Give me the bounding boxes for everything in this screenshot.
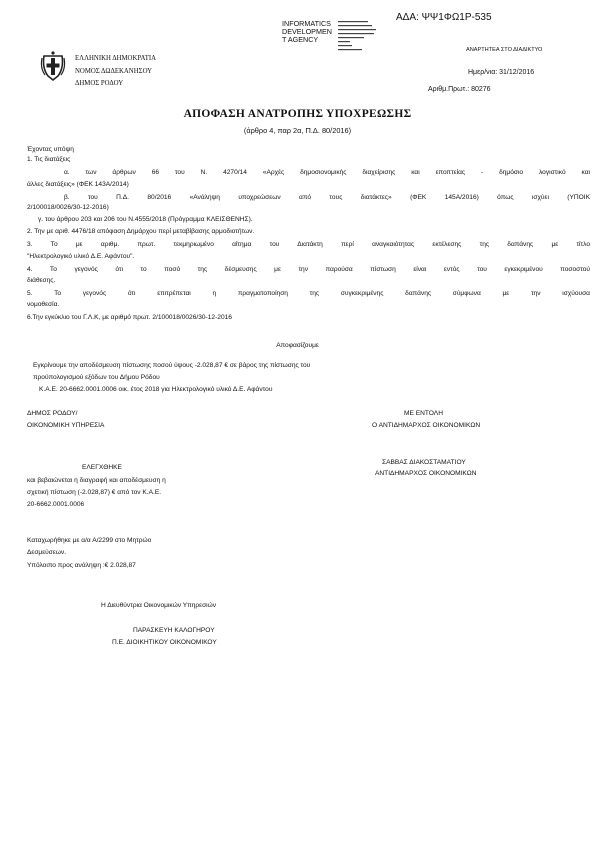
director-label: Η Διευθύντρια Οικονομικών Υπηρεσιών (101, 602, 217, 609)
clause-1b-line1: β. του Π.Δ. 80/2016 «Ανάληψη υποχρεώσεων από τους διατάκτες» (ΦΕΚ 145Α/2016) όπως ισχύει (ΥΠΟΙΚ (64, 194, 590, 201)
clause-4-line2: διάθεσης. (27, 277, 56, 284)
registration-line1: Καταχωρήθηκε με α/α Α/2299 στο Μητρώο (27, 537, 152, 544)
ada-code: ΑΔΑ: ΨΨ1ΦΩ1Ρ-535 (396, 12, 492, 23)
director-title: Π.Ε. ΔΙΟΙΚΗΤΙΚΟΥ ΟΙΚΟΝΟΜΙΚΟΥ (112, 639, 217, 646)
check-line2: σχετική πίστωση (-2.028,87) € από τον Κ.Α.Ε. (27, 489, 162, 496)
page-title: ΑΠΟΦΑΣΗ ΑΝΑΤΡΟΠΗΣ ΥΠΟΧΡΕΩΣΗΣ (183, 108, 412, 120)
clause-1a-line1: α. των άρθρων 66 του Ν. 4270/14 «Αρχές δημοσιονομικής διαχείρισης και εποπτείας - δημόσιο λογιστικό και (64, 169, 590, 176)
posted-online-label: ΑΝΑΡΤΗΤΕΑ ΣΤΟ ΔΙΑΔΙΚΤΥΟ (466, 47, 543, 53)
clause-4-line1: 4. Το γεγονός ότι το ποσό της δέσμευσης με την παρούσα πίστωση είναι εντός του εγκεκριμένου ποσοστού (27, 266, 590, 273)
director-name: ΠΑΡΑΣΚΕΥΗ ΚΑΛΟΓΗΡΟΥ (133, 627, 215, 634)
decision-line2: προϋπολογισμού εξόδων του Δήμου Ρόδου (33, 374, 160, 381)
clause-6: 6.Την εγκύκλιο του Γ.Λ.Κ, με αριθμό πρωτ. 2/100018/0026/30-12-2016 (27, 314, 232, 321)
deputy-name: ΣΑΒΒΑΣ ΔΙΑΚΟΣΤΑΜΑΤΙΟΥ (382, 459, 466, 466)
signer-left-line1: ΔΗΜΟΣ ΡΟΔΟΥ/ (27, 410, 78, 417)
clause-1c: γ. του άρθρου 203 και 206 του Ν.4555/2018 (Πρόγραμμα ΚΛΕΙΣΘΕΝΗΣ). (38, 216, 253, 223)
stamp-microtext (338, 20, 380, 54)
greek-emblem-icon (40, 50, 66, 82)
decision-line1: Εγκρίνουμε την αποδέσμευση πίστωσης ποσού ύψους -2.028,87 € σε βάρος της πίστωσης του (33, 362, 311, 369)
decision-heading: Αποφασίζουμε (276, 342, 319, 349)
clause-5-line2: νομοθεσία. (27, 301, 60, 308)
registration-line3: Υπόλοιπο προς ανάληψη :€ 2.028,87 (27, 562, 136, 569)
clause-3-line2: "Ηλεκτρολογικό υλικό Δ.Ε. Αφάντου". (27, 253, 135, 260)
clause-2: 2. Την με αριθ. 4476/18 απόφαση Δημάρχου περί μεταβίβασης αρμοδιοτήτων. (27, 228, 255, 235)
check-line3: 20-6662.0001.0006 (27, 501, 85, 508)
clause-1: 1. Τις διατάξεις (27, 156, 71, 163)
clause-1b-line2: 2/100018/0026/30-12-2016) (27, 204, 109, 211)
registration-line2: Δεσμεύσεων. (27, 549, 67, 556)
deputy-title: ΑΝΤΙΔΗΜΑΡΧΟΣ ΟΙΚΟΝΟΜΙΚΩΝ (375, 470, 477, 477)
document-date: Ημερ/νια: 31/12/2016 (468, 69, 535, 76)
signer-right-line2: Ο ΑΝΤΙΔΗΜΑΡΧΟΣ ΟΙΚΟΝΟΜΙΚΩΝ (372, 422, 481, 429)
org-line-municipality: ΔΗΜΟΣ ΡΟΔΟΥ (75, 80, 124, 87)
org-line-prefecture: ΝΟΜΟΣ ΔΩΔΕΚΑΝΗΣΟΥ (75, 68, 153, 75)
infotag-line3: T AGENCY (282, 35, 319, 44)
clause-3-line1: 3. Το με αριθμ. πρωτ. τεκμηριωμένο αίτημα του Διατάκτη περί αναγκαιότητας εκτέλεσης της δαπάνης με τίτλο (27, 241, 590, 248)
checked-heading: ΕΛΕΓΧΘΗΚΕ (82, 464, 122, 471)
decision-line3: Κ.Α.Ε. 20-6662.0001.0006 οικ. έτος 2018 για Ηλεκτρολογικό υλικό Δ.Ε. Αφάντου (39, 386, 273, 393)
infotag-line2: DEVELOPMEN (282, 27, 332, 36)
intro-text: Έχοντας υπόψη (27, 146, 74, 153)
clause-5-line1: 5. Το γεγονός ότι επιτρέπεται η πραγματοποίηση της συγκεκριμένης δαπάνης σύμφωνα με την ισχύουσα (27, 290, 590, 297)
clause-1a-line2: άλλες διατάξεις» (ΦΕΚ 143Α/2014) (27, 181, 129, 188)
protocol-number: Αριθμ.Πρωτ.: 80276 (428, 86, 491, 93)
check-line1: και βεβαιώνεται η διαγραφή και αποδέσμευση η (27, 477, 166, 484)
infotag-line1: INFORMATICS (282, 19, 331, 28)
signer-left-line2: ΟΙΚΟΝΟΜΙΚΗ ΥΠΗΡΕΣΙΑ (27, 422, 105, 429)
page-subtitle: (άρθρο 4, παρ 2α, Π.Δ. 80/2016) (243, 126, 352, 135)
org-line-republic: ΕΛΛΗΝΙΚΗ ΔΗΜΟΚΡΑΤΙΑ (75, 55, 157, 62)
signer-right-line1: ΜΕ ΕΝΤΟΛΗ (404, 410, 443, 417)
